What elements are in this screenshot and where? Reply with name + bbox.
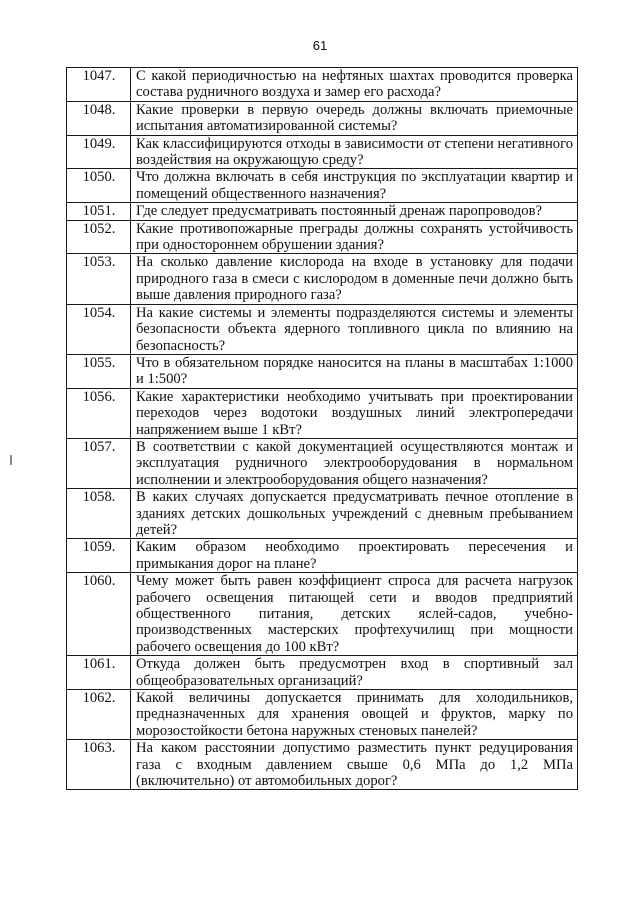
questions-table [66, 67, 578, 790]
table-row [67, 304, 578, 354]
table-row [67, 489, 578, 539]
question-text: На каком расстоянии допустимо разместить пункт редуцирования газа с входным давлением свыше 0,6 МПа до 1,2 МПа (включительно) от автомобильных дорог? [131, 740, 578, 790]
question-text: В каких случаях допускается предусматривать печное отопление в зданиях детских дошкольных учреждений с дневным пребыванием детей? [131, 489, 578, 539]
question-number: 1053. [67, 254, 131, 304]
question-text: В соответствии с какой документацией осуществляются монтаж и эксплуатация рудничного электрооборудования в нормальном исполнении и электрооборудования общего назначения? [131, 438, 578, 488]
question-number: 1058. [67, 489, 131, 539]
question-text: На какие системы и элементы подразделяются системы и элементы безопасности объекта ядерного топливного цикла по влиянию на безопасность? [131, 304, 578, 354]
question-number: 1059. [67, 539, 131, 573]
table-row [67, 203, 578, 220]
question-text: Какие характеристики необходимо учитывать при проектировании переходов через водотоки воздушных линий электропередачи напряжением выше 1 кВт? [131, 388, 578, 438]
question-text: Что в обязательном порядке наносится на планы в масштабах 1:1000 и 1:500? [131, 354, 578, 388]
question-number: 1063. [67, 740, 131, 790]
table-row [67, 438, 578, 488]
table-row [67, 539, 578, 573]
question-text: Какие проверки в первую очередь должны включать приемочные испытания автоматизированной системы? [131, 101, 578, 135]
question-number: 1056. [67, 388, 131, 438]
question-text: Как классифицируются отходы в зависимости от степени негативного воздействия на окружающую среду? [131, 135, 578, 169]
table-row [67, 254, 578, 304]
scan-margin-mark [10, 455, 12, 465]
question-number: 1050. [67, 169, 131, 203]
page-number: 61 [312, 38, 328, 53]
table-row [67, 135, 578, 169]
table-row [67, 354, 578, 388]
table-row [67, 656, 578, 690]
question-number: 1047. [67, 68, 131, 102]
question-number: 1048. [67, 101, 131, 135]
question-text: Каким образом необходимо проектировать пересечения и примыкания дорог на плане? [131, 539, 578, 573]
question-number: 1062. [67, 690, 131, 740]
question-text: Какой величины допускается принимать для холодильников, предназначенных для хранения овощей и фруктов, марку по морозостойкости бетона наружных стеновых панелей? [131, 690, 578, 740]
question-text: На сколько давление кислорода на входе в установку для подачи природного газа в смеси с кислородом в доменные печи должно быть выше давления природного газа? [131, 254, 578, 304]
question-number: 1049. [67, 135, 131, 169]
question-text: Чему может быть равен коэффициент спроса для расчета нагрузок рабочего освещения питающей сети и вводов предприятий общественного питания, детских яслей-садов, учебно-производственных мастерских профтехучилищ при мощности рабочего освещения до 100 кВт? [131, 573, 578, 656]
question-number: 1054. [67, 304, 131, 354]
question-text: Какие противопожарные преграды должны сохранять устойчивость при одностороннем обрушении здания? [131, 220, 578, 254]
question-number: 1052. [67, 220, 131, 254]
question-text: Что должна включать в себя инструкция по эксплуатации квартир и помещений общественного назначения? [131, 169, 578, 203]
question-number: 1051. [67, 203, 131, 220]
question-number: 1057. [67, 438, 131, 488]
table-row [67, 101, 578, 135]
table-row [67, 690, 578, 740]
table-row [67, 169, 578, 203]
table-row [67, 68, 578, 102]
table-row [67, 573, 578, 656]
question-number: 1060. [67, 573, 131, 656]
question-text: С какой периодичностью на нефтяных шахтах проводится проверка состава рудничного воздуха и замер его расхода? [131, 68, 578, 102]
question-number: 1055. [67, 354, 131, 388]
question-number: 1061. [67, 656, 131, 690]
table-row [67, 220, 578, 254]
table-row [67, 388, 578, 438]
question-text: Где следует предусматривать постоянный дренаж паропроводов? [131, 203, 578, 220]
table-row [67, 740, 578, 790]
question-text: Откуда должен быть предусмотрен вход в спортивный зал общеобразовательных организаций? [131, 656, 578, 690]
